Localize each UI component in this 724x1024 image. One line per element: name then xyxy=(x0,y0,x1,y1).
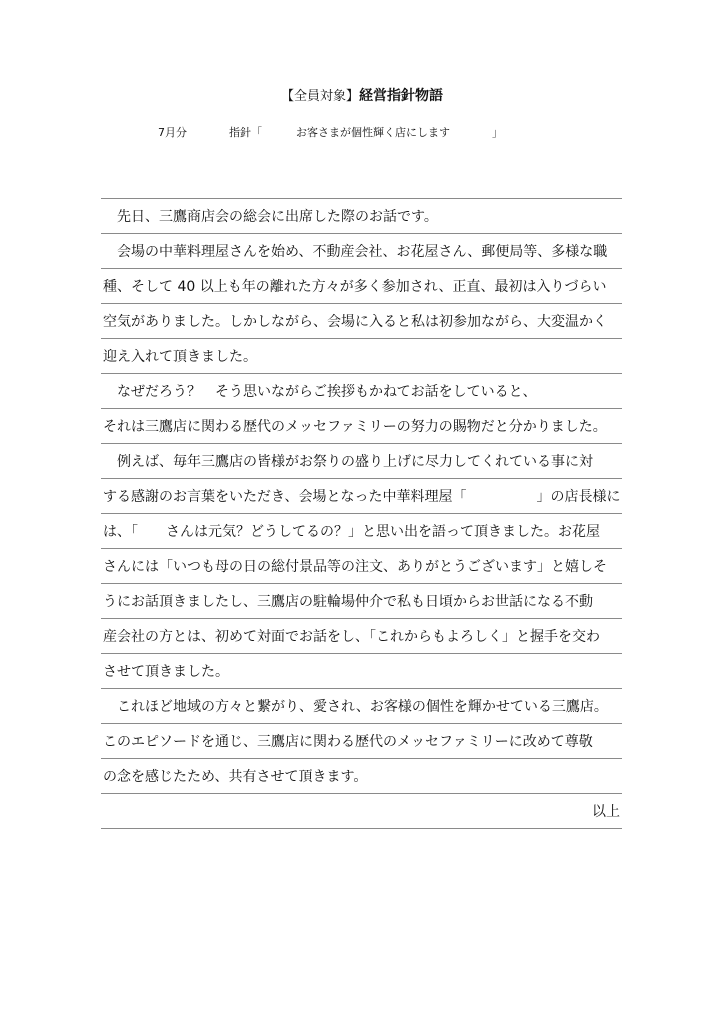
policy-text: お客さまが個性輝く店にします xyxy=(296,126,450,139)
body-line: の念を感じたため、共有させて頂きます。 xyxy=(101,759,622,794)
body-line: 先日、三鷹商店会の総会に出席した際のお話です。 xyxy=(101,199,622,234)
body-line: 会場の中華料理屋さんを始め、不動産会社、お花屋さん、郵便局等、多様な職 xyxy=(101,234,622,269)
document-title xyxy=(0,86,724,107)
body-line: する感謝のお言葉をいただき、会場となった中華料理屋「 」の店長様に xyxy=(101,479,622,514)
body-line: 産会社の方とは、初めて対面でお話をし、「これからもよろしく」と握手を交わ xyxy=(101,619,622,654)
body-line: さんには「いつも母の日の総付景品等の注文、ありがとうございます」と嬉しそ xyxy=(101,549,622,584)
body-line: 空気がありました。しかしながら、会場に入ると私は初参加ながら、大変温かく xyxy=(101,304,622,339)
body-line: 迎え入れて頂きました。 xyxy=(101,339,622,374)
policy-label: 指針「 xyxy=(229,126,262,139)
closing-text: 以上 xyxy=(101,794,622,829)
body-line: 例えば、毎年三鷹店の皆様がお祭りの盛り上げに尽力してくれている事に対 xyxy=(101,444,622,479)
policy-close-bracket: 」 xyxy=(492,126,503,139)
month-label: 7月分 xyxy=(158,126,187,139)
policy-line xyxy=(0,124,724,142)
audience-tag: 【全員対象】 xyxy=(280,89,359,104)
body-line: それは三鷹店に関わる歴代のメッセファミリーの努力の賜物だと分かりました。 xyxy=(101,409,622,444)
ruled-body xyxy=(101,198,622,829)
body-line: なぜだろう？ そう思いながらご挨拶もかねてお話をしていると、 xyxy=(101,374,622,409)
body-line: うにお話頂きましたし、三鷹店の駐輪場仲介で私も日頃からお世話になる不動 xyxy=(101,584,622,619)
body-line: 種、そして 40 以上も年の離れた方々が多く参加され、正直、最初は入りづらい xyxy=(101,269,622,304)
title-text: 経営指針物語 xyxy=(359,88,443,104)
body-line: は、「 さんは元気？どうしてるの？」と思い出を語って頂きました。お花屋 xyxy=(101,514,622,549)
body-line: このエピソードを通じ、三鷹店に関わる歴代のメッセファミリーに改めて尊敬 xyxy=(101,724,622,759)
body-line: これほど地域の方々と繋がり、愛され、お客様の個性を輝かせている三鷹店。 xyxy=(101,689,622,724)
body-line: させて頂きました。 xyxy=(101,654,622,689)
